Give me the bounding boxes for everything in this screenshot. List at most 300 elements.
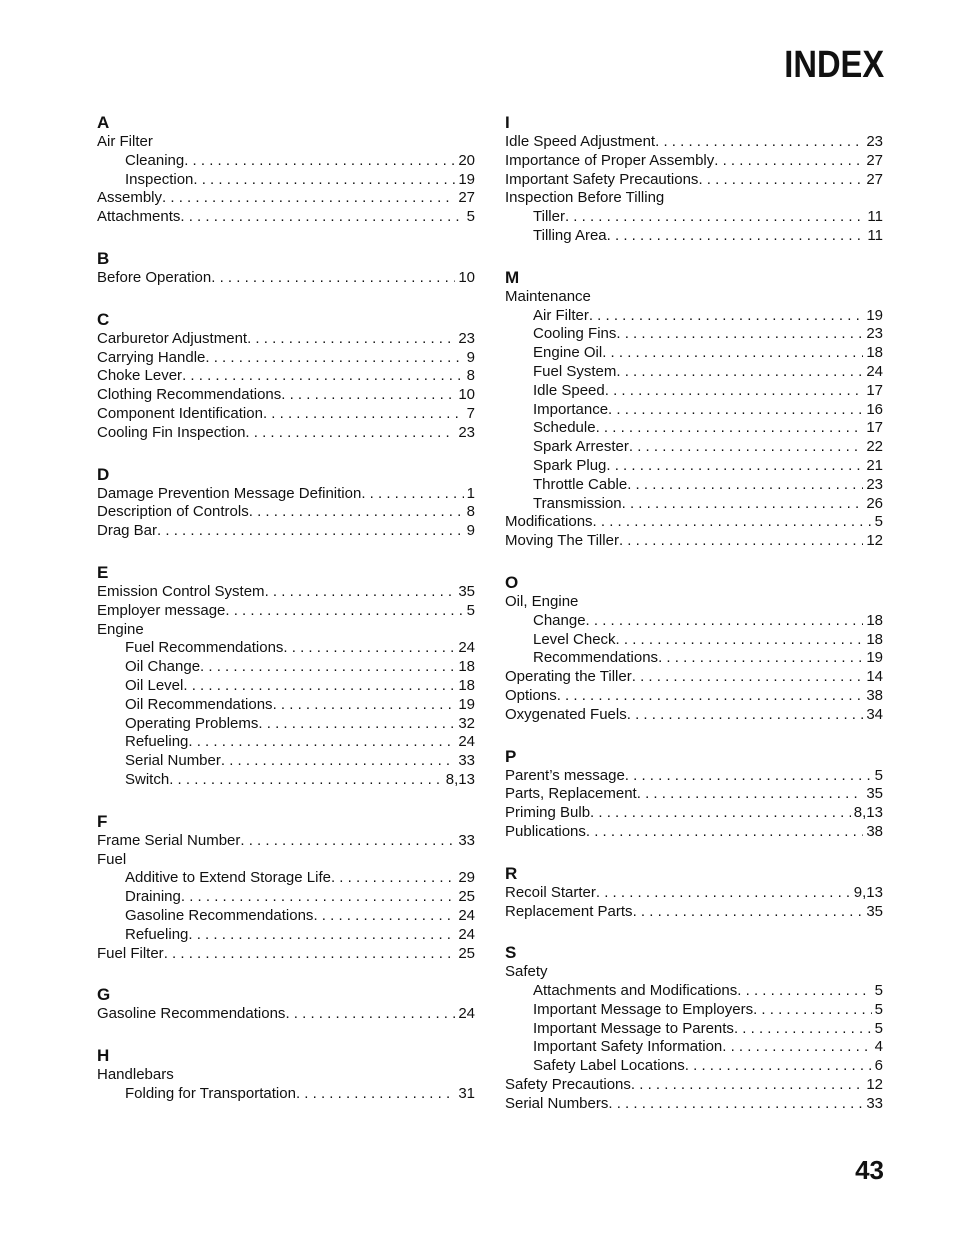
entry-text: Tiller — [533, 208, 565, 226]
index-subentry — [505, 1038, 883, 1057]
entry-text: Spark Plug — [533, 456, 607, 474]
entry-text: Parent’s message — [505, 766, 625, 784]
entry-text: Serial Number — [125, 752, 221, 770]
index-section — [505, 572, 883, 725]
index-entry — [97, 189, 475, 208]
index-subentry — [505, 325, 883, 344]
index-entry — [505, 593, 883, 612]
dot-leader — [193, 171, 455, 190]
entry-text: Importance of Proper Assembly — [505, 151, 715, 169]
entry-text: Clothing Recommendations — [97, 386, 282, 404]
entry-text: Employer message — [97, 601, 226, 619]
index-entry — [97, 424, 475, 443]
index-subentry — [505, 1020, 883, 1039]
entry-text: Gasoline Recommendations — [125, 906, 314, 924]
dot-leader — [361, 485, 463, 504]
index-section — [97, 811, 475, 964]
section-letter: R — [505, 863, 518, 883]
entry-text: Transmission — [533, 494, 622, 512]
entry-page: 1 — [466, 484, 475, 502]
section-letter: B — [97, 248, 110, 268]
dot-leader — [565, 208, 864, 227]
index-entry — [505, 668, 883, 687]
dot-leader — [633, 903, 864, 922]
entry-text: Oxygenated Fuels — [505, 705, 627, 723]
entry-text: Additive to Extend Storage Life — [125, 869, 331, 887]
section-letter: M — [505, 267, 520, 287]
entry-page: 25 — [458, 944, 475, 962]
dot-leader — [602, 344, 863, 363]
entry-page: 24 — [866, 362, 883, 380]
entry-page: 11 — [867, 226, 883, 244]
entry-text: Moving The Tiller — [505, 532, 619, 550]
index-subentry — [505, 208, 883, 227]
section-letter: G — [97, 985, 111, 1005]
entry-page: 35 — [866, 785, 883, 803]
index-entry — [97, 945, 475, 964]
entry-page: 23 — [866, 475, 883, 493]
entry-page: 27 — [866, 170, 883, 188]
dot-leader — [658, 649, 863, 668]
entry-page: 24 — [458, 733, 475, 751]
entry-text: Inspection — [125, 170, 194, 188]
index-subentry — [505, 363, 883, 382]
index-subentry — [505, 649, 883, 668]
entry-text: Oil Level — [125, 676, 184, 694]
index-section — [505, 942, 883, 1113]
entry-text: Serial Numbers — [505, 1094, 609, 1112]
dot-leader — [263, 405, 464, 424]
dot-leader — [181, 888, 455, 907]
entry-text: Damage Prevention Message Definition — [97, 484, 362, 502]
dot-leader — [557, 687, 864, 706]
index-subentry — [97, 152, 475, 171]
entry-page: 38 — [866, 686, 883, 704]
entry-text: Air Filter — [97, 133, 153, 150]
entry-text: Engine Oil — [533, 344, 603, 362]
entry-page: 10 — [458, 386, 475, 404]
entry-page: 14 — [866, 668, 883, 686]
index-subentry — [505, 307, 883, 326]
index-entry — [97, 208, 475, 227]
entry-page: 10 — [458, 268, 475, 286]
dot-leader — [608, 1095, 863, 1114]
entry-text: Engine — [97, 620, 144, 638]
dot-leader — [722, 1038, 871, 1057]
entry-text: Draining — [125, 888, 181, 906]
entry-text: Throttle Cable — [533, 475, 628, 493]
entry-text: Inspection Before Tilling — [505, 189, 665, 207]
entry-text: Idle Speed — [533, 381, 605, 399]
entry-page: 31 — [458, 1084, 475, 1102]
index-entry — [97, 621, 475, 640]
index-subentry — [505, 612, 883, 631]
entry-text: Folding for Transportation — [125, 1084, 296, 1102]
entry-page: 8 — [466, 503, 475, 521]
dot-leader — [273, 696, 456, 715]
entry-text: Handlebars — [97, 1066, 174, 1084]
dot-leader — [596, 884, 851, 903]
entry-text: Attachments and Modifications — [533, 982, 738, 1000]
dot-leader — [619, 532, 863, 551]
section-letter: A — [97, 113, 110, 132]
section-letter: F — [97, 811, 108, 831]
entry-text: Carburetor Adjustment — [97, 329, 248, 347]
index-entry — [505, 706, 883, 725]
dot-leader — [265, 583, 456, 602]
dot-leader — [157, 522, 464, 541]
entry-page: 25 — [458, 888, 475, 906]
dot-leader — [685, 1057, 872, 1076]
index-section — [97, 309, 475, 443]
entry-page: 18 — [866, 611, 883, 629]
entry-page: 22 — [866, 438, 883, 456]
dot-leader — [616, 325, 863, 344]
entry-page: 16 — [866, 400, 883, 418]
entry-text: Change — [533, 611, 586, 629]
index-entry — [97, 330, 475, 349]
entry-text: Safety Label Locations — [533, 1057, 685, 1075]
entry-page: 5 — [874, 513, 883, 531]
dot-leader — [605, 382, 864, 401]
entry-text: Spark Arrester — [533, 438, 629, 456]
entry-text: Importance — [533, 400, 609, 418]
entry-text: Priming Bulb — [505, 804, 591, 822]
index-entry — [505, 903, 883, 922]
entry-page: 27 — [458, 189, 475, 207]
entry-page: 21 — [866, 456, 883, 474]
entry-page: 9,13 — [853, 883, 883, 901]
entry-page: 19 — [458, 695, 475, 713]
dot-leader — [205, 349, 463, 368]
dot-leader — [331, 869, 455, 888]
section-letter: H — [97, 1046, 110, 1066]
entry-text: Level Check — [533, 630, 616, 648]
entry-page: 5 — [466, 208, 475, 226]
index-entry — [505, 884, 883, 903]
index-entry — [505, 189, 883, 208]
dot-leader — [169, 771, 443, 790]
dot-leader — [586, 612, 864, 631]
dot-leader — [313, 907, 455, 926]
dot-leader — [249, 503, 464, 522]
entry-text: Schedule — [533, 419, 596, 437]
index-subentry — [505, 1057, 883, 1076]
dot-leader — [211, 269, 455, 288]
index-subentry — [97, 733, 475, 752]
index-entry — [505, 687, 883, 706]
index-subentry — [97, 752, 475, 771]
index-entry — [505, 767, 883, 786]
entry-page: 24 — [458, 639, 475, 657]
entry-text: Important Message to Employers — [533, 1000, 754, 1018]
index-subentry — [97, 926, 475, 945]
index-section — [97, 112, 475, 227]
dot-leader — [240, 832, 455, 851]
index-subentry — [505, 476, 883, 495]
index-left-column — [97, 112, 475, 1125]
index-entry — [505, 785, 883, 804]
entry-text: Switch — [125, 770, 170, 788]
section-letter: C — [97, 309, 110, 329]
section-letter: I — [505, 113, 510, 132]
entry-text: Tilling Area — [533, 226, 607, 244]
dot-leader — [221, 752, 455, 771]
entry-text: Air Filter — [533, 306, 589, 324]
index-entry — [505, 532, 883, 551]
entry-text: Oil Change — [125, 658, 201, 676]
entry-text: Refueling — [125, 733, 189, 751]
dot-leader — [737, 982, 871, 1001]
dot-leader — [188, 733, 455, 752]
index-section — [97, 248, 475, 288]
entry-text: Oil, Engine — [505, 592, 579, 610]
entry-text: Maintenance — [505, 287, 591, 305]
index-entry — [97, 851, 475, 870]
section-letter: P — [505, 746, 517, 766]
index-entry — [505, 804, 883, 823]
entry-text: Modifications — [505, 513, 593, 531]
dot-leader — [608, 401, 863, 420]
index-section — [97, 562, 475, 790]
entry-page: 12 — [866, 532, 883, 550]
index-entry — [97, 602, 475, 621]
index-entry — [97, 1066, 475, 1085]
entry-page: 18 — [866, 630, 883, 648]
dot-leader — [164, 945, 456, 964]
entry-page: 9 — [466, 522, 475, 540]
index-subentry — [97, 715, 475, 734]
dot-leader — [637, 785, 864, 804]
index-entry — [97, 485, 475, 504]
entry-text: Emission Control System — [97, 582, 265, 600]
entry-text: Refueling — [125, 925, 189, 943]
entry-text: Important Safety Precautions — [505, 170, 699, 188]
entry-text: Attachments — [97, 208, 181, 226]
index-subentry — [97, 658, 475, 677]
entry-page: 34 — [866, 705, 883, 723]
dot-leader — [616, 631, 864, 650]
entry-page: 24 — [458, 1005, 475, 1023]
entry-page: 24 — [458, 906, 475, 924]
entry-page: 27 — [866, 151, 883, 169]
entry-text: Frame Serial Number — [97, 831, 241, 849]
index-subentry — [505, 495, 883, 514]
dot-leader — [225, 602, 463, 621]
dot-leader — [188, 926, 455, 945]
index-subentry — [505, 631, 883, 650]
index-subentry — [505, 438, 883, 457]
dot-leader — [622, 495, 864, 514]
index-entry — [97, 269, 475, 288]
entry-page: 19 — [866, 649, 883, 667]
entry-page: 23 — [458, 423, 475, 441]
entry-page: 5 — [874, 1000, 883, 1018]
entry-page: 7 — [466, 404, 475, 422]
entry-page: 9 — [466, 348, 475, 366]
entry-page: 38 — [866, 822, 883, 840]
dot-leader — [285, 1005, 455, 1024]
entry-text: Drag Bar — [97, 522, 158, 540]
index-subentry — [97, 869, 475, 888]
index-entry — [505, 171, 883, 190]
dot-leader — [180, 208, 463, 227]
entry-page: 17 — [866, 381, 883, 399]
index-subentry — [505, 1001, 883, 1020]
index-section — [97, 984, 475, 1024]
entry-text: Fuel Recommendations — [125, 639, 284, 657]
entry-text: Carrying Handle — [97, 348, 206, 366]
entry-text: Cleaning — [125, 151, 185, 169]
dot-leader — [629, 438, 863, 457]
dot-leader — [258, 715, 455, 734]
entry-page: 19 — [866, 306, 883, 324]
section-letter: S — [505, 943, 517, 963]
index-entry — [97, 367, 475, 386]
entry-text: Recommendations — [533, 649, 659, 667]
entry-text: Safety Precautions — [505, 1076, 631, 1094]
entry-text: Gasoline Recommendations — [97, 1005, 286, 1023]
index-subentry — [97, 888, 475, 907]
index-right-column — [505, 112, 883, 1135]
entry-page: 19 — [458, 170, 475, 188]
index-subentry — [505, 344, 883, 363]
dot-leader — [245, 424, 455, 443]
entry-page: 33 — [458, 752, 475, 770]
entry-page: 35 — [866, 902, 883, 920]
index-entry — [505, 1095, 883, 1114]
index-subentry — [505, 227, 883, 246]
index-entry — [505, 1076, 883, 1095]
entry-text: Cooling Fin Inspection — [97, 423, 246, 441]
index-entry — [505, 963, 883, 982]
index-section — [505, 863, 883, 922]
index-subentry — [97, 171, 475, 190]
dot-leader — [200, 658, 455, 677]
index-entry — [97, 583, 475, 602]
entry-page: 33 — [458, 831, 475, 849]
entry-page: 8,13 — [445, 770, 475, 788]
entry-text: Description of Controls — [97, 503, 249, 521]
index-subentry — [505, 982, 883, 1001]
dot-leader — [590, 804, 851, 823]
entry-text: Component Identification — [97, 404, 263, 422]
dot-leader — [183, 677, 455, 696]
index-subentry — [505, 382, 883, 401]
dot-leader — [627, 476, 863, 495]
entry-text: Publications — [505, 822, 586, 840]
dot-leader — [631, 1076, 863, 1095]
entry-page: 18 — [866, 344, 883, 362]
index-subentry — [97, 771, 475, 790]
entry-text: Important Safety Information — [533, 1038, 723, 1056]
entry-page: 12 — [866, 1076, 883, 1094]
index-subentry — [505, 457, 883, 476]
dot-leader — [632, 668, 864, 687]
entry-page: 17 — [866, 419, 883, 437]
entry-page: 23 — [866, 325, 883, 343]
entry-page: 5 — [874, 1019, 883, 1037]
entry-page: 20 — [458, 151, 475, 169]
dot-leader — [593, 513, 872, 532]
section-letter: O — [505, 572, 519, 592]
index-section — [97, 1045, 475, 1104]
dot-leader — [607, 227, 865, 246]
entry-page: 8 — [466, 367, 475, 385]
entry-page: 5 — [874, 766, 883, 784]
entry-page: 24 — [458, 925, 475, 943]
dot-leader — [627, 706, 864, 725]
entry-text: Before Operation — [97, 268, 212, 286]
index-entry — [505, 288, 883, 307]
entry-page: 11 — [867, 208, 883, 226]
index-subentry — [505, 401, 883, 420]
index-entry — [97, 832, 475, 851]
entry-text: Operating the Tiller — [505, 668, 632, 686]
entry-page: 23 — [458, 329, 475, 347]
index-entry — [97, 1005, 475, 1024]
entry-text: Important Message to Parents — [533, 1019, 734, 1037]
page-title: INDEX — [784, 44, 884, 86]
entry-text: Idle Speed Adjustment — [505, 133, 656, 150]
entry-page: 5 — [874, 982, 883, 1000]
entry-text: Options — [505, 686, 557, 704]
entry-text: Fuel Filter — [97, 944, 164, 962]
index-entry — [505, 823, 883, 842]
index-entry — [505, 133, 883, 152]
section-letter: D — [97, 464, 110, 484]
index-entry — [505, 513, 883, 532]
dot-leader — [625, 767, 872, 786]
entry-text: Parts, Replacement — [505, 785, 637, 803]
entry-page: 5 — [466, 601, 475, 619]
entry-text: Assembly — [97, 189, 163, 207]
index-entry — [97, 522, 475, 541]
dot-leader — [589, 307, 863, 326]
entry-page: 32 — [458, 714, 475, 732]
entry-text: Replacement Parts — [505, 902, 633, 920]
entry-text: Safety — [505, 963, 548, 981]
index-section — [505, 112, 883, 246]
dot-leader — [734, 1020, 872, 1039]
entry-text: Oil Recommendations — [125, 695, 273, 713]
dot-leader — [182, 367, 464, 386]
entry-page: 35 — [458, 582, 475, 600]
dot-leader — [714, 152, 863, 171]
dot-leader — [281, 386, 455, 405]
entry-page: 4 — [874, 1038, 883, 1056]
index-subentry — [97, 1085, 475, 1104]
entry-page: 26 — [866, 494, 883, 512]
entry-text: Cooling Fins — [533, 325, 617, 343]
dot-leader — [296, 1085, 455, 1104]
index-entry — [97, 386, 475, 405]
index-section — [97, 464, 475, 541]
dot-leader — [586, 823, 863, 842]
dot-leader — [606, 457, 863, 476]
dot-leader — [184, 152, 455, 171]
dot-leader — [247, 330, 455, 349]
entry-page: 18 — [458, 658, 475, 676]
index-subentry — [97, 677, 475, 696]
index-subentry — [97, 696, 475, 715]
dot-leader — [162, 189, 455, 208]
dot-leader — [616, 363, 863, 382]
entry-text: Operating Problems — [125, 714, 259, 732]
dot-leader — [655, 133, 863, 152]
dot-leader — [283, 639, 455, 658]
index-subentry — [505, 419, 883, 438]
